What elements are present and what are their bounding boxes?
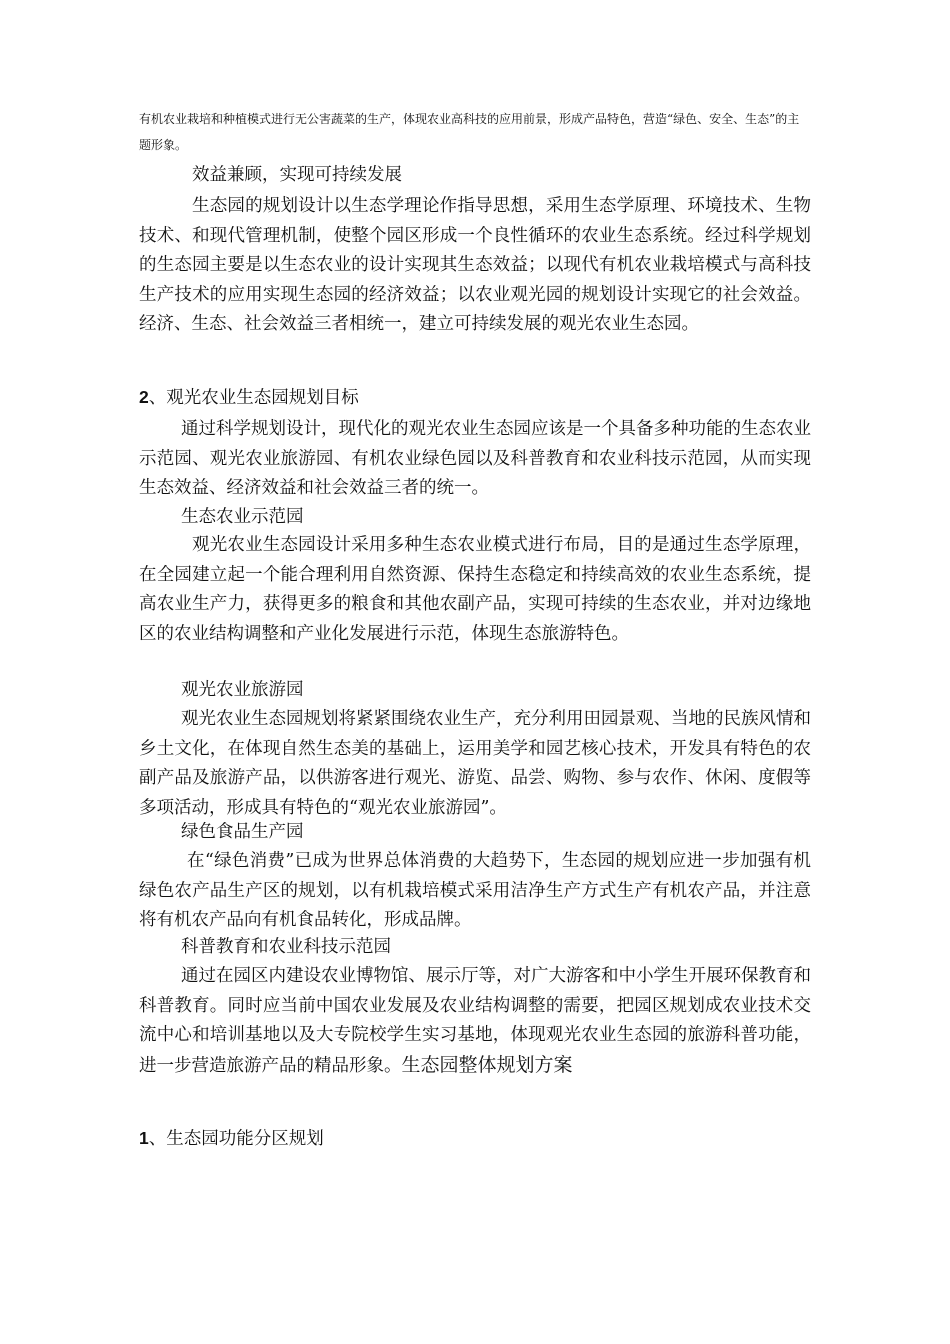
heading-tourism: 观光农业旅游园 xyxy=(181,680,304,700)
section-title: 、观光农业生态园规划目标 xyxy=(148,388,359,408)
heading-science-education: 科普教育和农业科技示范园 xyxy=(181,937,391,957)
paragraph-science-education xyxy=(139,962,811,1081)
heading-section-2 xyxy=(139,383,811,414)
heading-overall-plan: 生态园整体规划方案 xyxy=(401,1053,573,1076)
paragraph-goals: 通过科学规划设计，现代化的观光农业生态园应该是一个具备多种功能的生态农业示范园、观光农业旅游园、有机农业绿色园以及科普教育和农业科技示范园，从而实现生态效益、经济效益和社会效益三者的统一。 xyxy=(139,419,811,498)
paragraph-organic-intro: 有机农业栽培和种植模式进行无公害蔬菜的生产，体现农业高科技的应用前景，形成产品特色，营造“绿色、安全、生态”的主题形象。 xyxy=(139,112,800,152)
section-title: 、生态园功能分区规划 xyxy=(148,1129,324,1149)
paragraph-eco-demo: 观光农业生态园设计采用多种生态农业模式进行布局，目的是通过生态学原理，在全园建立起一个能合理利用自然资源、保持生态稳定和持续高效的农业生态系统，提高农业生产力，获得更多的粮食和其他农副产品，实现可持续的生态农业，并对边缘地区的农业结构调整和产业化发展进行示范，体现生态旅游特色。 xyxy=(139,535,811,644)
paragraph-green-food: 在“绿色消费”已成为世界总体消费的大趋势下，生态园的规划应进一步加强有机绿色农产品生产区的规划，以有机栽培模式采用洁净生产方式生产有机农产品，并注意将有机农产品向有机食品转化，形成品牌。 xyxy=(139,851,811,930)
paragraph-benefits: 生态园的规划设计以生态学理论作指导思想，采用生态学原理、环境技术、生物技术、和现代管理机制，使整个园区形成一个良性循环的农业生态系统。经过科学规划的生态园主要是以生态农业的设计实现其生态效益；以现代有机农业栽培模式与高科技生产技术的应用实现生态园的经济效益；以农业观光园的规划设计实现它的社会效益。经济、生态、社会效益三者相统一，建立可持续发展的观光农业生态园。 xyxy=(139,196,811,334)
heading-section-1 xyxy=(139,1124,811,1155)
heading-eco-demo: 生态农业示范园 xyxy=(181,507,304,527)
section-number: 2 xyxy=(139,387,149,407)
heading-benefits: 效益兼顾，实现可持续发展 xyxy=(192,165,402,185)
heading-green-food: 绿色食品生产园 xyxy=(181,822,304,842)
section-number: 1 xyxy=(139,1128,149,1148)
paragraph-tourism: 观光农业生态园规划将紧紧围绕农业生产，充分利用田园景观、当地的民族风情和乡土文化，在体现自然生态美的基础上，运用美学和园艺核心技术，开发具有特色的农副产品及旅游产品，以供游客进行观光、游览、品尝、购物、参与农作、休闲、度假等多项活动，形成具有特色的“观光农业旅游园”。 xyxy=(139,709,811,818)
paragraph-science-education-text: 通过在园区内建设农业博物馆、展示厅等，对广大游客和中小学生开展环保教育和科普教育。同时应当前中国农业发展及农业结构调整的需要，把园区规划成农业技术交流中心和培训基地以及大专院校学生实习基地，体现观光农业生态园的旅游科普功能，进一步营造旅游产品的精品形象。 xyxy=(139,966,811,1076)
